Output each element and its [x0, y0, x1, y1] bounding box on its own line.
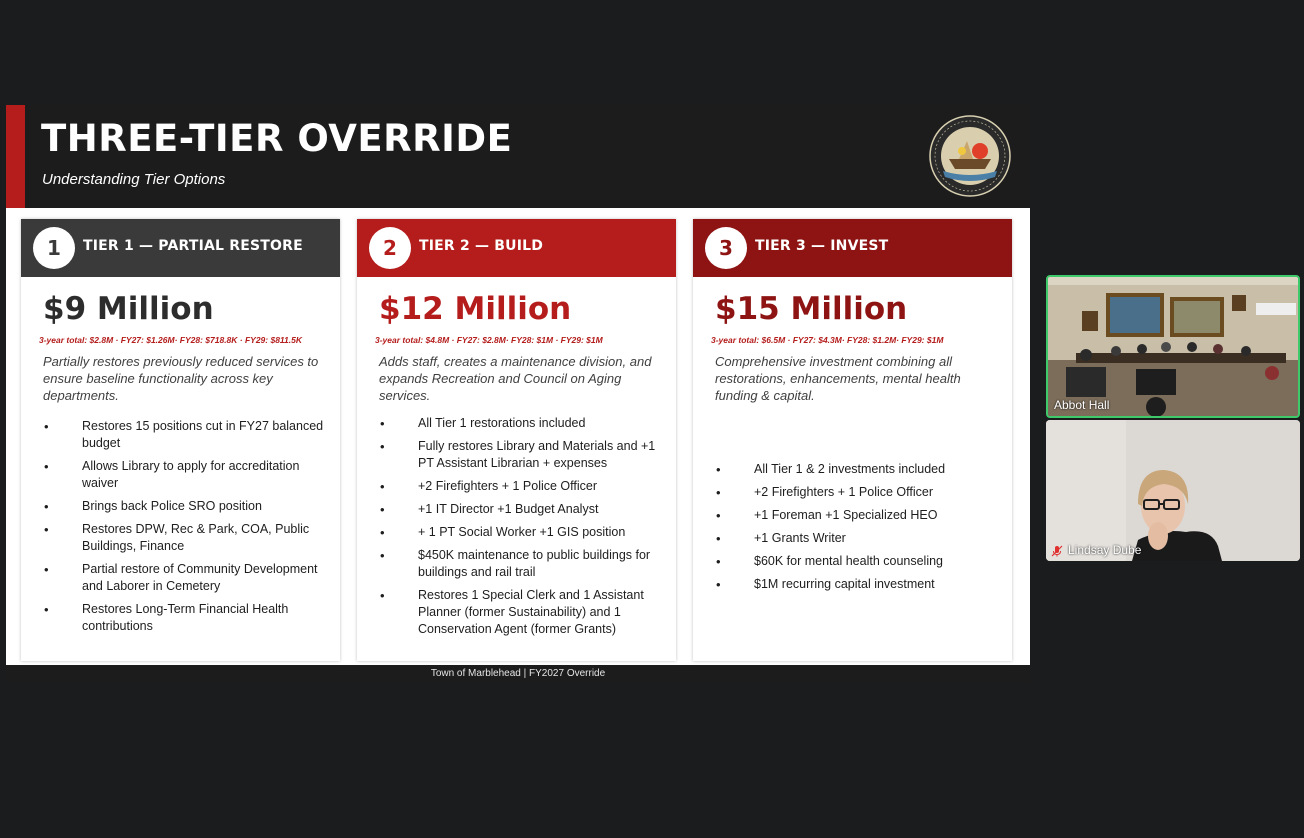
town-seal-logo — [929, 115, 1011, 197]
tier-2-amount: $12 Million — [379, 291, 572, 327]
tier-3-card — [693, 219, 1012, 661]
tier-2-bullet-list — [357, 415, 676, 644]
list-item: • Allows Library to apply for accreditation waiver — [44, 459, 300, 490]
tier-1-breakdown: 3-year total: $2.8M · FY27: $1.26M· FY28: $718.8K · FY29: $811.5K — [39, 335, 302, 345]
tier-1-number-badge: 1 — [33, 227, 75, 269]
tier-2-number-badge: 2 — [369, 227, 411, 269]
slide-subtitle: Understanding Tier Options — [42, 171, 226, 188]
tier-2-card — [357, 219, 676, 661]
tier-1-card — [21, 219, 340, 661]
tier-3-number-badge: 3 — [705, 227, 747, 269]
participant-name: Abbot Hall — [1054, 398, 1110, 412]
slide-header — [6, 105, 1030, 208]
list-item: • Fully restores Library and Materials and +1 PT Assistant Librarian + expenses — [380, 439, 656, 470]
list-item: • +1 Grants Writer — [716, 531, 846, 546]
tier-3-description: Comprehensive investment combining all restorations, enhancements, mental health funding & capital. — [715, 354, 961, 403]
tier-1-bullet-list — [21, 418, 340, 641]
tier-1-label: TIER 1 — PARTIAL RESTORE — [83, 238, 303, 254]
list-item: • Restores Long-Term Financial Health contributions — [44, 602, 289, 633]
tier-2-breakdown: 3-year total: $4.8M · FY27: $2.8M· FY28: $1M · FY29: $1M — [375, 335, 603, 345]
list-item: • Restores 15 positions cut in FY27 balanced budget — [44, 419, 324, 450]
tier-2-description: Adds staff, creates a maintenance division, and expands Recreation and Council on Aging services. — [379, 354, 652, 403]
slide-title: THREE-TIER OVERRIDE — [41, 117, 513, 160]
muted-mic-icon — [1051, 544, 1063, 556]
room-video-feed — [1046, 275, 1300, 418]
video-tile-abbot-hall[interactable] — [1046, 275, 1300, 418]
tier-3-label: TIER 3 — INVEST — [755, 238, 889, 254]
list-item: • Restores DPW, Rec & Park, COA, Public Buildings, Finance — [44, 522, 310, 553]
list-item: • +1 Foreman +1 Specialized HEO — [716, 508, 938, 523]
list-item: • +2 Firefighters + 1 Police Officer — [716, 485, 934, 500]
tier-1-header — [21, 219, 340, 277]
tier-1-amount: $9 Million — [43, 291, 214, 327]
presentation-slide — [6, 105, 1030, 665]
tier-3-breakdown: 3-year total: $6.5M · FY27: $4.3M· FY28: $1.2M· FY29: $1M — [711, 335, 944, 345]
list-item: • +2 Firefighters + 1 Police Officer — [380, 479, 598, 494]
tier-3-bullet-list — [693, 461, 1012, 599]
tier-2-header — [357, 219, 676, 277]
list-item: • $60K for mental health counseling — [716, 554, 944, 569]
list-item: • All Tier 1 & 2 investments included — [716, 462, 946, 477]
list-item: • $450K maintenance to public buildings for buildings and rail trail — [380, 548, 651, 579]
list-item: • Restores 1 Special Clerk and 1 Assistant Planner (former Sustainability) and 1 Conservation Agent (former Grants) — [380, 588, 644, 636]
tier-3-header — [693, 219, 1012, 277]
list-item: • + 1 PT Social Worker +1 GIS position — [380, 525, 626, 540]
slide-footer: Town of Marblehead | FY2027 Override — [6, 665, 1030, 682]
list-item: • +1 IT Director +1 Budget Analyst — [380, 502, 599, 517]
list-item: • Brings back Police SRO position — [44, 499, 262, 514]
tier-2-label: TIER 2 — BUILD — [419, 238, 544, 254]
participant-name: Lindsay Dube — [1068, 543, 1142, 557]
webcam-video-feed — [1046, 420, 1300, 561]
list-item: • Partial restore of Community Development and Laborer in Cemetery — [44, 562, 318, 593]
list-item: • All Tier 1 restorations included — [380, 416, 586, 431]
tier-3-amount: $15 Million — [715, 291, 908, 327]
accent-bar — [6, 105, 25, 208]
list-item: • $1M recurring capital investment — [716, 577, 935, 592]
tier-1-description: Partially restores previously reduced services to ensure baseline functionality across key departments. — [43, 354, 319, 403]
video-tile-lindsay-dube[interactable] — [1046, 420, 1300, 561]
